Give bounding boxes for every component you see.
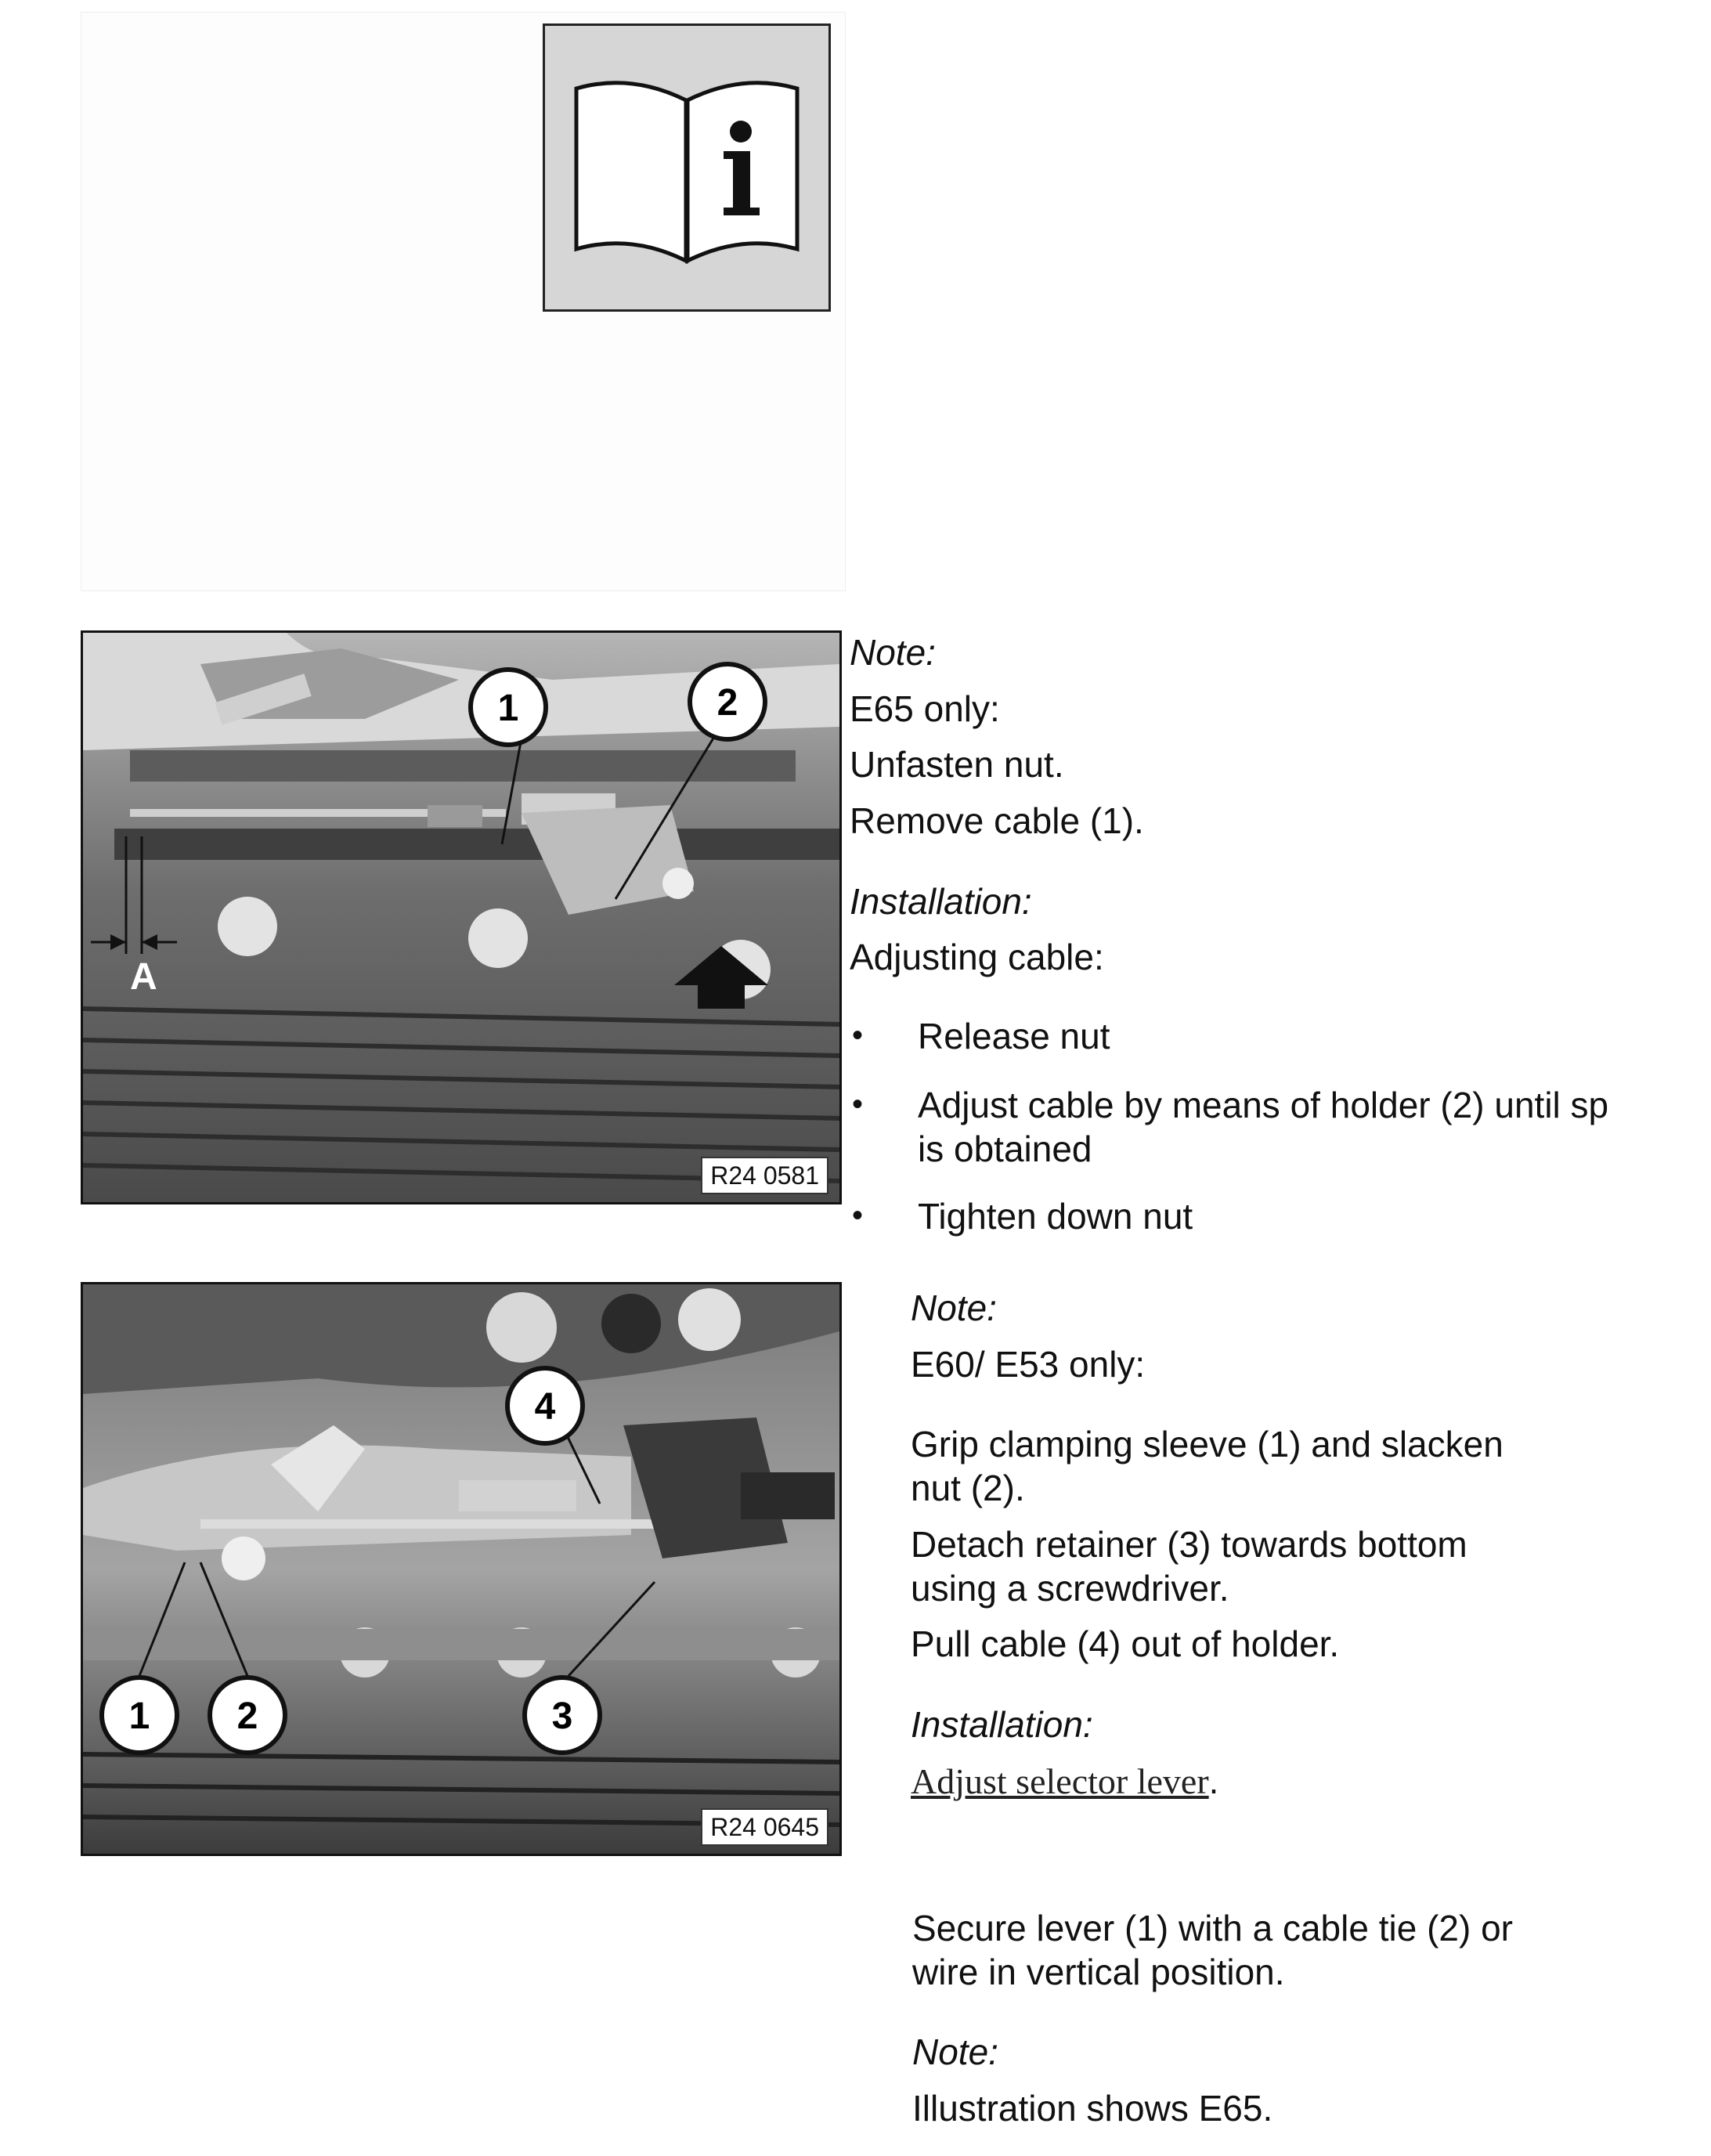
figure2-callout-3: [525, 1677, 600, 1753]
section2-link-line: [911, 1759, 1218, 1804]
section2-step3: Pull cable (4) out of holder.: [911, 1623, 1340, 1664]
figure-photo-1: [81, 630, 842, 1204]
figure-photo-2: [81, 1282, 842, 1856]
section2-step2-line2: using a screwdriver.: [911, 1568, 1229, 1609]
section3-note: Note:: [912, 2031, 998, 2072]
section2-step1-line2: nut (2).: [911, 1468, 1025, 1508]
section3-line2: wire in vertical position.: [912, 1952, 1285, 1992]
figure1-reference: R24 0581: [701, 1157, 828, 1194]
link-suffix: .: [1208, 1761, 1219, 1801]
figure1-callout-1-label: 1: [497, 688, 519, 729]
section2-step1-line1: Grip clamping sleeve (1) and slacken: [911, 1424, 1503, 1464]
figure2-callout-2: [210, 1677, 285, 1753]
figure2-callout-4-label: 4: [534, 1386, 556, 1428]
figure1-dimension-a: A: [130, 956, 157, 998]
info-book-icon: [543, 23, 831, 312]
adjust-selector-lever-link[interactable]: Adjust selector lever: [911, 1761, 1209, 1801]
section1-step1: Unfasten nut.: [850, 744, 1064, 785]
section1-bullet-2: Adjust cable by means of holder (2) until sp: [918, 1085, 1609, 1125]
section3-illustration: Illustration shows E65.: [912, 2088, 1273, 2129]
figure2-reference: R24 0645: [701, 1808, 828, 1846]
section3-line1: Secure lever (1) with a cable tie (2) or: [912, 1908, 1513, 1948]
figure1-callout-2: [690, 664, 765, 739]
section2-step2-line1: Detach retainer (3) towards bottom: [911, 1524, 1467, 1565]
section1-bullet-2-cont: is obtained: [918, 1129, 1092, 1169]
figure1-callout-1: [471, 670, 546, 745]
section1-note: Note:: [850, 632, 936, 673]
bullet-marker: •: [852, 1087, 864, 1121]
figure1-callout-2-label: 2: [717, 682, 738, 724]
section1-step2: Remove cable (1).: [850, 800, 1144, 841]
section1-adjusting: Adjusting cable:: [850, 937, 1104, 977]
section1-model: E65 only:: [850, 688, 1000, 729]
figure2-callout-1-label: 1: [128, 1696, 150, 1737]
figure2-callout-4: [507, 1368, 583, 1443]
section2-installation: Installation:: [911, 1704, 1093, 1745]
bullet-marker: •: [852, 1018, 864, 1053]
bullet-marker: •: [852, 1198, 864, 1233]
section1-bullet-3: Tighten down nut: [918, 1196, 1193, 1237]
section1-bullet-1: Release nut: [918, 1016, 1110, 1056]
section1-installation: Installation:: [850, 881, 1032, 922]
figure2-callout-3-label: 3: [551, 1696, 573, 1737]
section2-model: E60/ E53 only:: [911, 1344, 1146, 1385]
figure2-callout-1: [102, 1677, 177, 1753]
section2-note: Note:: [911, 1287, 997, 1328]
figure2-callout-2-label: 2: [236, 1696, 258, 1737]
